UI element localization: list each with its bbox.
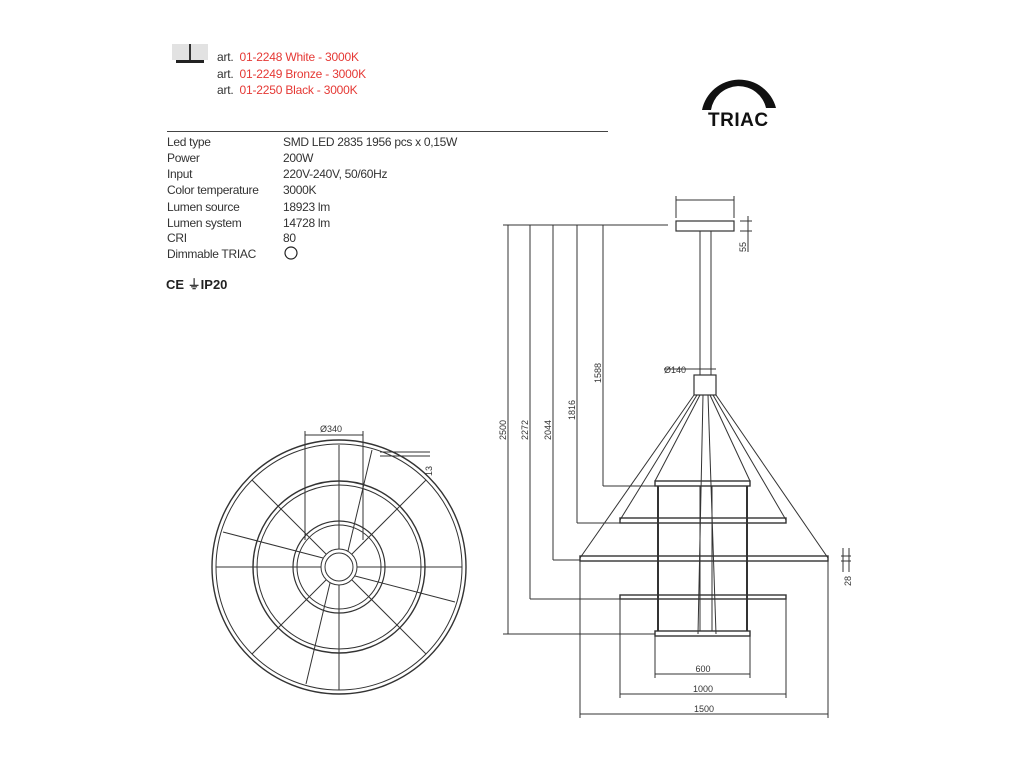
variant-code: 01-2248 White - 3000K: [239, 50, 359, 64]
spec-label: Input: [167, 167, 193, 181]
spec-value: 14728 lm: [283, 216, 330, 230]
spec-label: Lumen system: [167, 216, 242, 230]
height-label: 2272: [520, 419, 530, 440]
height-label: 2500: [498, 419, 508, 440]
tube-diameter-label: Ø140: [664, 365, 687, 375]
height-label: 2044: [543, 419, 553, 440]
diameter-label: 1000: [692, 684, 714, 694]
variant-prefix: art.: [217, 67, 234, 81]
spec-label: Led type: [167, 135, 211, 149]
diameter-label: 1500: [693, 704, 715, 714]
spec-label: CRI: [167, 231, 187, 245]
spec-label: Lumen source: [167, 200, 240, 214]
height-label: 1816: [567, 399, 577, 420]
triac-label: TRIAC: [708, 110, 769, 131]
spec-value: 18923 lm: [283, 200, 330, 214]
diameter-label: 600: [695, 664, 711, 674]
ring-thickness-label: 28: [843, 575, 853, 586]
variant-prefix: art.: [217, 50, 234, 64]
height-label: 1588: [593, 362, 603, 383]
variant-prefix: art.: [217, 83, 234, 97]
side-view: [503, 196, 851, 718]
spec-label: Dimmable TRIAC: [167, 247, 256, 261]
spec-value: 3000K: [283, 183, 317, 197]
ring-height-label: 13: [424, 465, 434, 476]
spec-label: Color temperature: [167, 183, 259, 197]
spec-value: 80: [283, 231, 296, 245]
variant-code: 01-2249 Bronze - 3000K: [239, 67, 366, 81]
canopy-height-label: 55: [738, 241, 748, 252]
spec-value: 200W: [283, 151, 314, 165]
certification-marks: CE ⏚IP20: [166, 277, 228, 292]
spec-value: SMD LED 2835 1956 pcs x 0,15W: [283, 135, 458, 149]
spec-value: 220V-240V, 50/60Hz: [283, 167, 388, 181]
variant-code: 01-2250 Black - 3000K: [239, 83, 358, 97]
spec-label: Power: [167, 151, 200, 165]
canopy-diameter-label: Ø340: [320, 424, 343, 434]
